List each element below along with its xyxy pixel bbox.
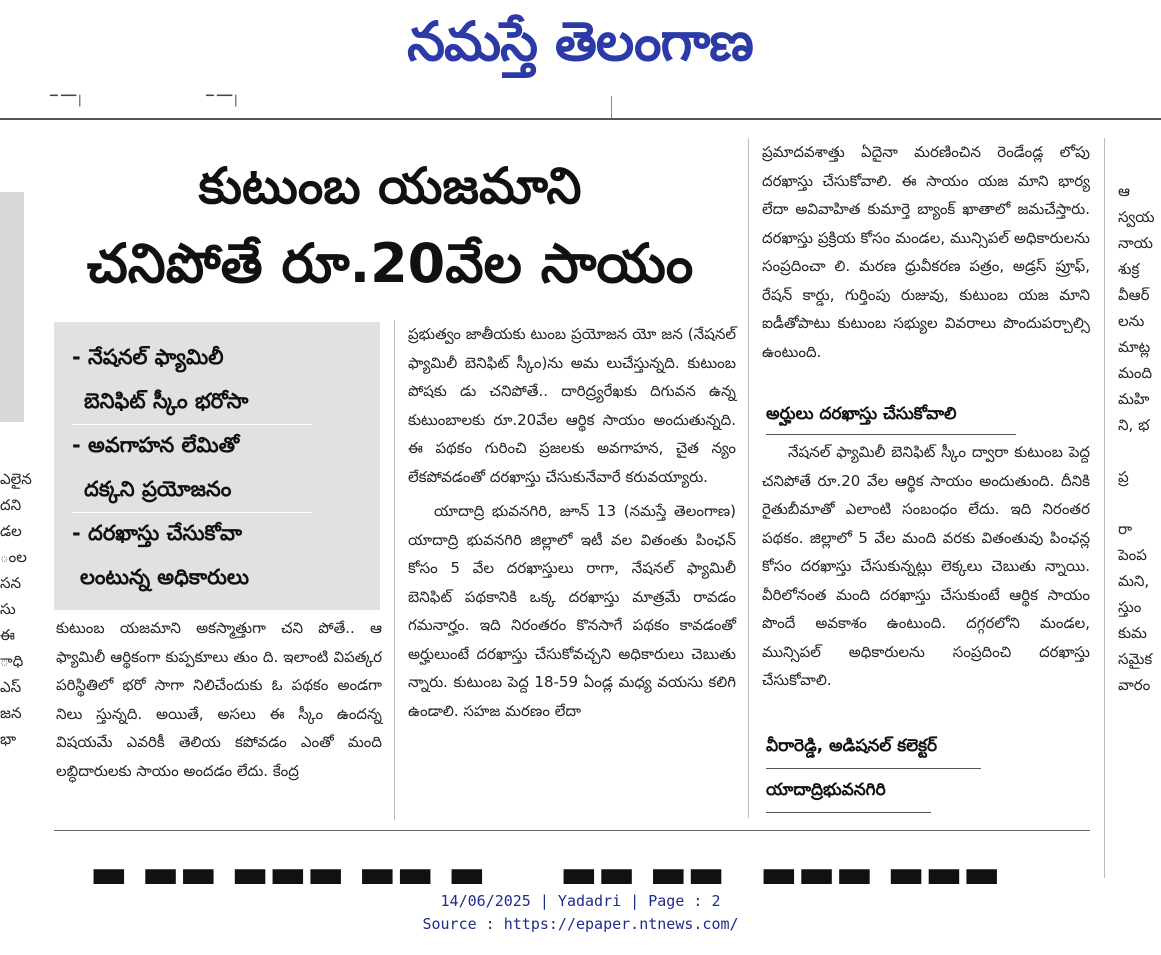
official-place-underline: [766, 812, 931, 813]
fragment-line: ఎలైన: [0, 470, 32, 488]
left-column-fragment: [0, 466, 32, 752]
fragment-line: [1118, 490, 1161, 516]
fragment-line: ాధి: [0, 652, 24, 670]
highlight-divider: [72, 424, 312, 425]
fragment-line: లను: [1118, 312, 1145, 330]
fragment-line: దని: [0, 496, 22, 514]
article-column-3: [762, 138, 1090, 366]
footer-date-edition: 14/06/2025 | Yadadri | Page : 2: [440, 892, 721, 910]
paragraph: ప్రభుత్వం జాతీయకు టుంబ ప్రయోజన యో జన (నేషనల్ ఫ్యామిలీ బెనిఫిట్ స్కీం)ను అమ లుచేస్తున్నది. కుటుంబ పోషకు డు చనిపోతే.. దారిద్ర్యరేఖకు దిగువన ఉన్న కుటుంబాలకు రూ.20వేల ఆర్థిక సాయం అందుతున్నది. ఈ పథకం గురించి ప్రజలకు అవగాహన, చైత న్యం లేకపోవడంతో దరఖాస్తు చేసుకునేవారే కరువయ్యారు.: [408, 325, 736, 486]
fragment-line: డల: [0, 522, 22, 540]
highlight-line: - నేషనల్ ఫ్యామిలీ: [72, 345, 224, 369]
official-quote: నేషనల్ ఫ్యామిలీ బెనిఫిట్ స్కీం ద్వారా కుటుంబ పెద్ద చనిపోతే రూ.20 వేల ఆర్థిక సాయం అందుతుంది. దీనికి రైతుబీమాతో ఎలాంటి సంబంధం లేదు. ఇది నిరంతర పథకం. జిల్లాలో 5 వేల మంది వరకు వితంతువు పింఛన్ల కోసం దరఖాస్తు చేసుకున్నట్లు లెక్కలు చెబుతు న్నాయి. వీరిలోనంత మంది దరఖాస్తు చేసుకుంటే ఆర్థిక సాయం పొందే అవకాశం ఉంటుంది. దగ్గరలోని మండల, మున్సిపల్ అధికారులను సంప్రదించి దరఖాస్తు చేసుకోవాలి.: [762, 443, 1090, 689]
newspaper-logo: నమస్తే తెలంగాణ: [407, 10, 753, 73]
paragraph: కుటుంబ యజమాని అకస్మాత్తుగా చని పోతే.. ఆ ఫ్యామిలీ ఆర్థికంగా కుప్పకూలు తుం ది. ఇలాంటి విపత్కర పరిస్థితిలో భరో సాగా నిలిచేందుకు ఓ పథకం అండగా నిలు స్తున్నది. అయితే, అసలు ఈ స్కీం ఉందన్న విషయమే ఎవరికీ తెలియ కపోవడం ఎంతో మంది లబ్ధిదారులకు సాయం అందడం లేదు. కేంద్ర: [56, 619, 382, 780]
fragment-line: కుమ: [1118, 624, 1147, 642]
column-divider: [1104, 138, 1105, 878]
cropped-photo: [0, 192, 24, 422]
fragment-line: ప్ర: [1118, 468, 1129, 486]
fragment-line: స్వయ: [1118, 208, 1155, 226]
highlight-line: బెనిఫిట్ స్కీం భరోసా: [84, 389, 249, 413]
official-place: యాదాద్రిభువనగిరి: [766, 780, 886, 800]
headline-line-1: కుటుంబ యజమాని: [198, 157, 582, 215]
column-divider: [394, 320, 395, 820]
fragment-line: ఆ: [1118, 182, 1130, 200]
fragment-line: మంది: [1118, 364, 1153, 382]
right-column-fragment: [1118, 178, 1161, 698]
fragment-line: భా: [0, 730, 17, 748]
fragment-line: ని, భ: [1118, 416, 1150, 434]
article-column-2: [408, 320, 736, 725]
fragment-line: ఈ: [0, 626, 15, 644]
cut-off-headline: ▬ ▬▬ ▬▬▬ ▬▬ ▬ ▬▬ ▬▬ ▬▬▬ ▬▬▬: [90, 851, 1001, 897]
page-rule-bottom: [54, 830, 1090, 831]
fragment-line: మాట్ల: [1118, 338, 1151, 356]
fragment-line: మహి: [1118, 390, 1150, 408]
highlight-line: లంటున్న అధికారులు: [80, 565, 250, 589]
page-footer: [0, 890, 1161, 936]
fragment-line: వీఆర్: [1118, 286, 1150, 304]
subheading: అర్హులు దరఖాస్తు చేసుకోవాలి: [766, 404, 957, 424]
fragment-line: జన: [0, 704, 22, 722]
highlight-line: దక్కని ప్రయోజనం: [84, 477, 232, 501]
fragment-line: శుక్ర: [1118, 260, 1140, 278]
footer-source: Source : https://epaper.ntnews.com/: [422, 915, 739, 933]
top-strip: ▔ ▔▔ ▏ ▔ ▔▔ ▏: [50, 96, 244, 107]
article-column-1: [56, 614, 382, 785]
column-divider: [748, 138, 749, 818]
fragment-line: ఎస్: [0, 678, 22, 696]
column-divider-top: [611, 96, 612, 118]
page-rule-top: [0, 118, 1161, 120]
fragment-line: ంల: [0, 548, 27, 566]
fragment-line: సమైక: [1118, 650, 1153, 668]
highlights-box: [54, 322, 380, 610]
official-name-underline: [766, 768, 981, 769]
official-name: వీరారెడ్డి, అడిషనల్ కలెక్టర్: [766, 736, 938, 756]
paragraph: యాదాద్రి భువనగిరి, జూన్ 13 (నమస్తే తెలంగాణ) యాదాద్రి భువనగిరి జిల్లాలో ఇటీ వల వితంతు పింఛన్ కోసం 5 వేల దరఖాస్తులు రాగా, నేషనల్ ఫ్యామిలీ బెనిఫిట్ పథకానికి ఒక్క దరఖాస్తు మాత్రమే రావడం గమనార్హం. ఇది నిరంతరం కొనసాగే పథకం కావడంతో అర్హులుంటే దరఖాస్తు చేసుకోవచ్చని అధికారులు చెబుతు న్నారు. కుటుంబ పెద్ద 18-59 ఏండ్ల మధ్య వయసు కలిగి ఉండాలి. సహజ మరణం లేదా: [408, 502, 736, 720]
fragment-line: నాయ: [1118, 234, 1153, 252]
paragraph: ప్రమాదవశాత్తు ఏదైనా మరణించిన రెండేండ్ల లోపు దరఖాస్తు చేసుకోవాలి. ఈ సాయం యజ మాని భార్య లేదా అవివాహిత కుమార్తె బ్యాంక్ ఖాతాలో జమచేస్తారు. దరఖాస్తు ప్రక్రియ కోసం మండల, మున్సిపల్ అధికారులను సంప్రదించా లి. మరణ ధ్రువీకరణ పత్రం, అడ్రస్ ప్రూఫ్, రేషన్ కార్డు, గుర్తింపు రుజువు, కుటుంబ యజ మాని ఐడీతోపాటు కుటుంబ సభ్యుల వివరాలు పొందుపర్చాల్సి ఉంటుంది.: [762, 143, 1090, 361]
headline-line-2: చనిపోతే రూ.20వేల సాయం: [86, 232, 694, 295]
subheading-underline: [766, 434, 1016, 435]
highlight-line: - దరఖాస్తు చేసుకోవా: [72, 521, 242, 545]
highlight-line: - అవగాహన లేమితో: [72, 433, 240, 457]
fragment-line: స్తుం: [1118, 598, 1142, 616]
fragment-line: సు: [0, 600, 16, 618]
highlight-divider: [72, 512, 312, 513]
fragment-line: వారం: [1118, 676, 1151, 694]
fragment-line: [1118, 438, 1161, 464]
fragment-line: పెంప: [1118, 546, 1147, 564]
fragment-line: రా: [1118, 520, 1133, 538]
masthead: [0, 0, 1161, 92]
fragment-line: సన: [0, 574, 22, 592]
fragment-line: మని,: [1118, 572, 1150, 590]
